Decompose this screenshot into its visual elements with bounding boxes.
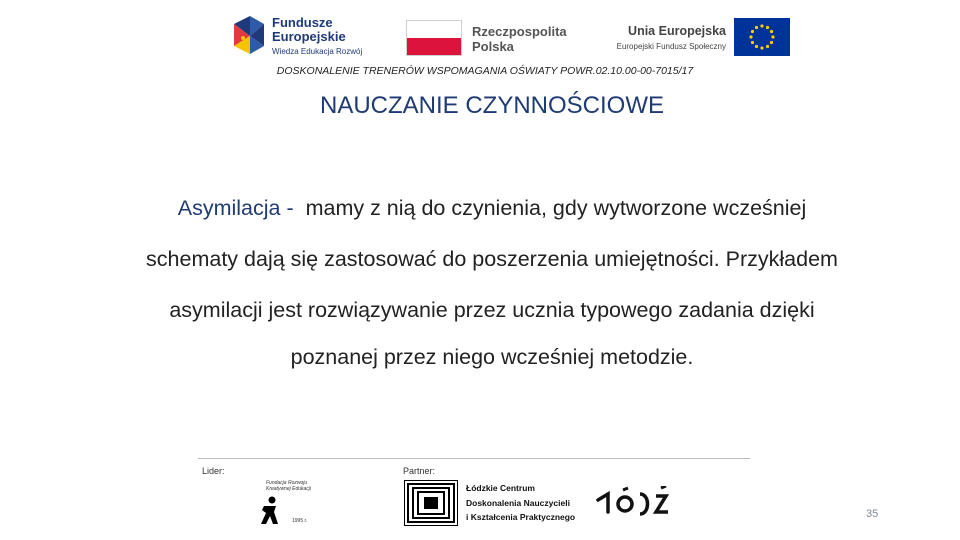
fundusze-europejskie-mark-icon xyxy=(232,14,266,56)
fundusze-europejskie-logo xyxy=(232,12,374,58)
lcdn-line3: i Kształcenia Praktycznego xyxy=(466,512,576,522)
lider-logo xyxy=(258,478,320,526)
fe-logo-line1: Fundusze xyxy=(272,15,333,30)
runner-icon xyxy=(258,496,282,526)
lcdn-logo xyxy=(404,480,576,526)
eu-star-icon xyxy=(766,26,769,29)
fe-logo-line3: Wiedza Edukacja Rozwój xyxy=(272,47,363,56)
body-line-3: asymilacji jest rozwiązywanie przez ucznia typowego zadania dzięki xyxy=(169,298,815,322)
eu-star-icon xyxy=(755,45,758,48)
eu-flag-icon xyxy=(734,18,790,56)
rp-logo-line2: Polska xyxy=(472,39,514,54)
eu-star-icon xyxy=(751,41,754,44)
unia-europejska-logo xyxy=(600,18,790,60)
lcdn-line1: Łódzkie Centrum xyxy=(466,483,535,493)
lider-logo-text: Fundacja Rozwoju Kreatywnej Edukacji xyxy=(266,480,312,492)
term-asymilacja: Asymilacja - xyxy=(177,196,294,220)
lider-label: Lider: xyxy=(202,466,225,476)
fe-logo-line2: Europejskie xyxy=(272,29,346,44)
ue-logo-title: Unia Europejska xyxy=(628,24,726,38)
rp-logo-line1: Rzeczpospolita xyxy=(472,24,567,39)
body-line-1 xyxy=(0,196,960,221)
poland-flag-icon xyxy=(406,20,462,56)
rzeczpospolita-polska-logo xyxy=(406,18,576,58)
eu-star-icon xyxy=(760,46,763,49)
partner-label: Partner: xyxy=(403,466,436,476)
lider-logo-year: 1995 r. xyxy=(292,518,308,524)
eu-star-icon xyxy=(771,35,774,38)
slide-title: NAUCZANIE CZYNNOŚCIOWE xyxy=(319,92,664,119)
eu-star-icon xyxy=(751,30,754,33)
eu-star-icon xyxy=(755,26,758,29)
footer-divider xyxy=(198,458,750,459)
lodz-logo xyxy=(594,486,674,516)
lcdn-line2: Doskonalenia Nauczycieli xyxy=(466,498,570,508)
project-reference-line: DOSKONALENIE TRENERÓW WSPOMAGANIA OŚWIATY POWR.02.10.00-00-7015/17 xyxy=(276,65,694,77)
eu-star-icon xyxy=(770,41,773,44)
eu-star-icon xyxy=(749,35,752,38)
lcdn-mark-icon xyxy=(404,480,458,526)
ue-logo-subtitle: Europejski Fundusz Społeczny xyxy=(616,42,726,51)
page-number: 35 xyxy=(866,508,879,520)
body-line-2: schematy dają się zastosować do poszerzenia umiejętności. Przykładem xyxy=(146,247,838,271)
eu-star-icon xyxy=(770,30,773,33)
body-line-4: poznanej przez niego wcześniej metodzie. xyxy=(290,345,694,369)
eu-star-icon xyxy=(760,24,763,27)
body-line-1-text: mamy z nią do czynienia, gdy wytworzone wcześniej xyxy=(293,196,807,220)
eu-star-icon xyxy=(766,45,769,48)
